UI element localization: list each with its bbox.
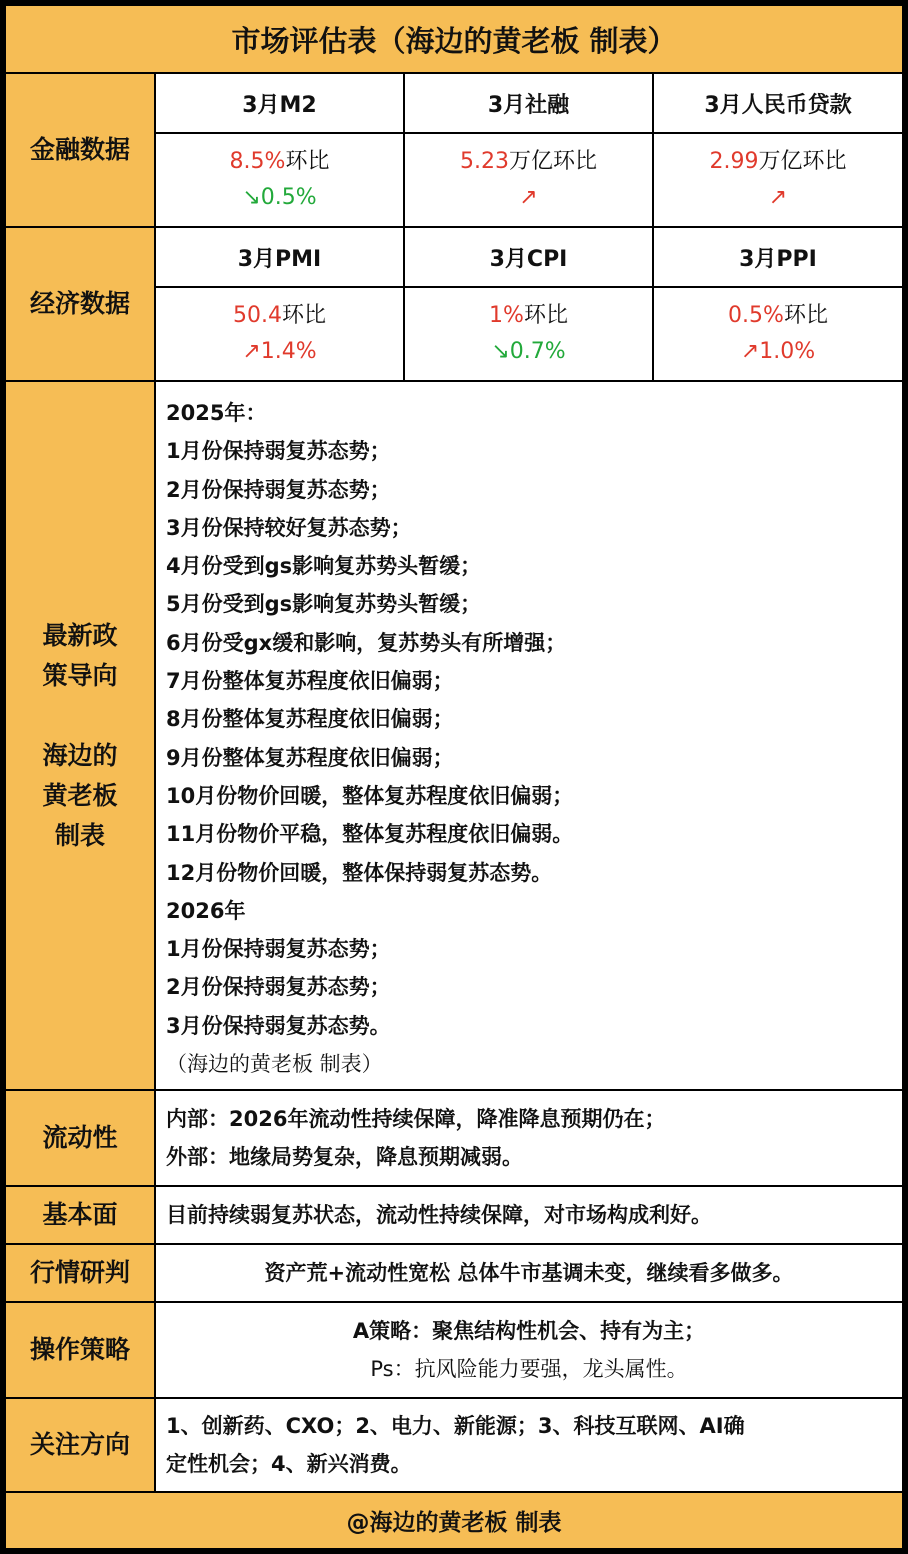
divider: [6, 1185, 902, 1187]
divider: [403, 72, 405, 382]
assessment-table: [6, 6, 902, 1548]
economy-label: 经济数据: [6, 228, 154, 380]
fundamentals-text: 目前持续弱复苏状态，流动性持续保障，对市场构成利好。: [166, 1203, 712, 1227]
economy-header-ppi: 3月PPI: [739, 246, 817, 272]
table-title: [6, 6, 902, 72]
divider: [652, 72, 654, 382]
policy-line: 9月份整体复苏程度依旧偏弱；: [166, 745, 454, 770]
policy-line: 1月份保持弱复苏态势；: [166, 439, 391, 464]
divider: [6, 380, 902, 382]
policy-text: [166, 394, 573, 1083]
policy-line: 7月份整体复苏程度依旧偏弱；: [166, 669, 454, 694]
divider: [6, 1301, 902, 1303]
policy-line: 8月份整体复苏程度依旧偏弱；: [166, 707, 454, 732]
economy-value-pmi: 50.4环比 ↗1.4%: [233, 303, 326, 364]
divider: [6, 72, 902, 74]
fundamentals-label: 基本面: [6, 1187, 154, 1243]
policy-line: 2026年: [166, 898, 246, 923]
judgement-label: 行情研判: [6, 1245, 154, 1301]
finance-label: 金融数据: [6, 74, 154, 226]
divider: [6, 1243, 902, 1245]
divider: [154, 72, 156, 1493]
finance-value-tsf: 5.23万亿环比 ↗: [460, 149, 597, 210]
policy-line: 11月份物价平稳，整体复苏程度依旧偏弱。: [166, 822, 574, 847]
policy-line: 5月份受到gs影响复苏势头暂缓；: [166, 592, 482, 617]
policy-line: 2025年：: [166, 401, 267, 425]
finance-value-loans: 2.99万亿环比 ↗: [709, 149, 847, 210]
policy-line: 2月份保持弱复苏态势；: [166, 975, 391, 1000]
economy-value-ppi: 0.5%环比 ↗1.0%: [728, 303, 828, 364]
policy-line: 6月份受gx缓和影响，复苏势头有所增强；: [166, 630, 567, 655]
economy-header-pmi: 3月PMI: [237, 246, 322, 272]
economy-header-cpi: 3月CPI: [489, 246, 568, 272]
policy-line: 3月份保持较好复苏态势；: [166, 515, 412, 540]
policy-line: 2月份保持弱复苏态势；: [166, 477, 391, 502]
divider: [154, 286, 902, 288]
divider: [6, 1491, 902, 1493]
focus-label: 关注方向: [6, 1399, 154, 1491]
strategy-label: 操作策略: [6, 1303, 154, 1397]
judgement-text: 资产荒+流动性宽松 总体牛市基调未变，继续看多做多。: [264, 1261, 794, 1285]
footer: [6, 1493, 902, 1548]
divider: [6, 226, 902, 228]
divider: [6, 1397, 902, 1399]
finance-value-m2: 8.5%环比 ↘0.5%: [229, 149, 330, 210]
policy-note: （海边的黄老板 制表）: [166, 1052, 383, 1077]
economy-value-cpi: 1%环比 ↘0.7%: [489, 303, 568, 364]
liquidity-label: 流动性: [6, 1091, 154, 1185]
finance-header-m2: 3月M2: [242, 92, 317, 118]
divider: [6, 1089, 902, 1091]
finance-header-tsf: 3月社融: [487, 92, 570, 118]
finance-header-loans: 3月人民币贷款: [704, 92, 852, 118]
policy-line: 3月份保持弱复苏态势。: [166, 1013, 391, 1038]
policy-line: 4月份受到gs影响复苏势头暂缓；: [166, 554, 482, 579]
policy-line: 1月份保持弱复苏态势；: [166, 937, 391, 962]
footer-text: @海边的黄老板 制表: [346, 1510, 562, 1536]
liquidity-text: 内部：2026年流动性持续保障，降准降息预期仍在； 外部：地缘局势复杂，降息预期减弱。: [166, 1107, 666, 1170]
focus-text: 1、创新药、CXO；2、电力、新能源；3、科技互联网、AI确 定性机会；4、新兴消费。: [166, 1414, 745, 1477]
policy-line: 10月份物价回暖，整体复苏程度依旧偏弱；: [166, 783, 574, 808]
policy-line: 12月份物价回暖，整体保持弱复苏态势。: [166, 860, 553, 885]
title-text: 市场评估表（海边的黄老板 制表）: [231, 23, 677, 58]
divider: [154, 132, 902, 134]
policy-label: 最新政 策导向 海边的 黄老板 制表: [6, 382, 154, 1089]
strategy-text: A策略：聚焦结构性机会、持有为主； Ps：抗风险能力要强，龙头属性。: [352, 1319, 706, 1382]
